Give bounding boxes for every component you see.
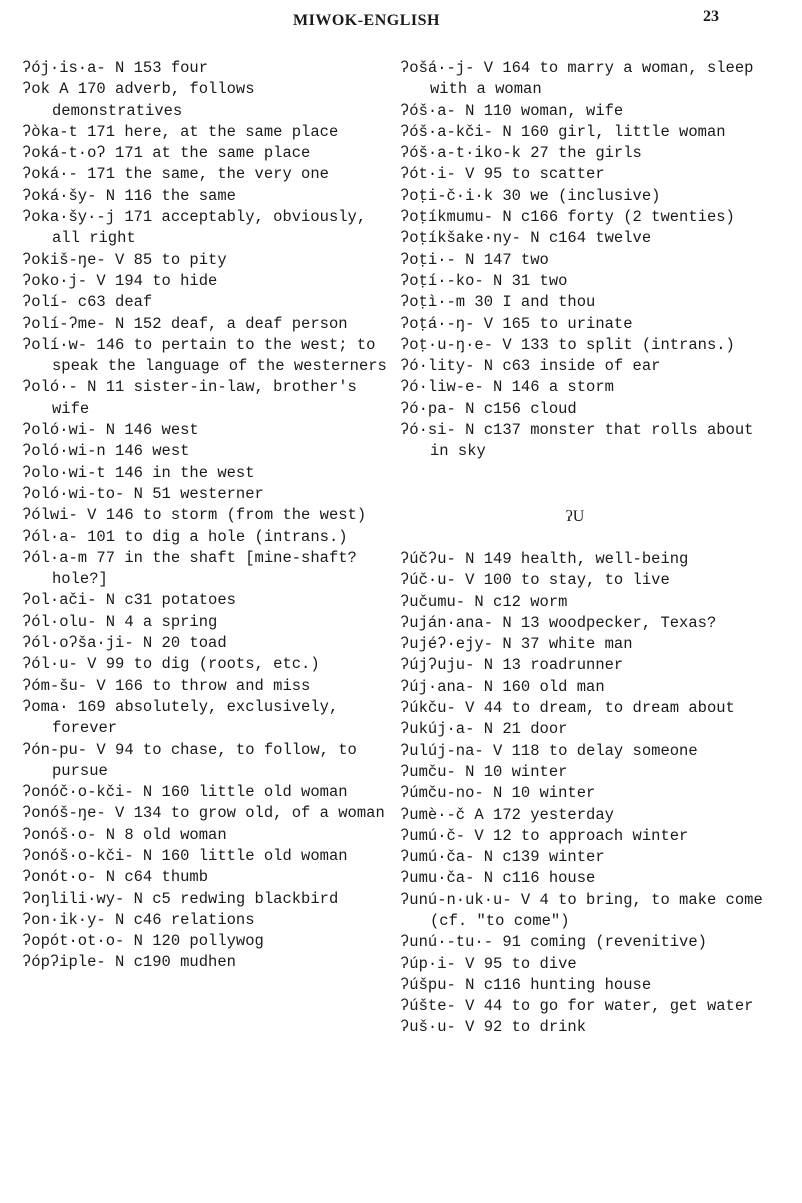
dictionary-entry: ʔoka·šy·-j 171 acceptably, obviously, all right xyxy=(22,208,367,248)
dictionary-entry: ʔujéʔ·ejy- N 37 white man xyxy=(400,635,633,654)
dictionary-entry: ʔoṭì·-m 30 I and thou xyxy=(400,293,596,312)
dictionary-entry: ʔúšpu- N c116 hunting house xyxy=(400,975,652,994)
dictionary-entry: ʔonóč·o-kči- N 160 little old woman xyxy=(22,783,348,802)
dictionary-entry: ʔopót·ot·o- N 120 pollywog xyxy=(22,932,264,951)
dictionary-entry: ʔúmču-no- N 10 winter xyxy=(400,784,596,803)
dictionary-entry: ʔúp·i- V 95 to dive xyxy=(400,954,577,973)
dictionary-entry: ʔoṭíkšake·ny- N c164 twelve xyxy=(400,229,652,248)
dictionary-entry: ʔúkču- V 44 to dream, to dream about xyxy=(400,699,735,718)
running-head: MIWOK-ENGLISH xyxy=(293,12,440,29)
dictionary-entry: ʔó·liw-e- N 146 a storm xyxy=(400,378,614,397)
dictionary-entry: ʔoló·wi-n 146 west xyxy=(22,442,190,461)
dictionary-entry: ʔoká·- 171 the same, the very one xyxy=(22,165,329,184)
dictionary-entry: ʔoṭá·-ŋ- V 165 to urinate xyxy=(400,314,633,333)
dictionary-entry: ʔót·i- V 95 to scatter xyxy=(400,165,605,184)
dictionary-entry: ʔunú-n·uk·u- V 4 to bring, to make come (cf. "to come") xyxy=(400,890,763,930)
dictionary-entry: ʔoma· 169 absolutely, exclusively, forever xyxy=(22,697,339,738)
page-number: 23 xyxy=(703,8,719,25)
dictionary-entry: ʔumè·-č A 172 yesterday xyxy=(400,805,614,824)
dictionary-entry: ʔokiš-ŋe- V 85 to pity xyxy=(22,250,227,269)
dictionary-entry: ʔól·oʔša·ji- N 20 toad xyxy=(22,634,227,653)
dictionary-entry: ʔól·a- 101 to dig a hole (intrans.) xyxy=(22,527,348,546)
dictionary-entry: ʔoló·wi- N 146 west xyxy=(22,421,199,440)
dictionary-entry: ʔumú·č- V 12 to approach winter xyxy=(400,826,689,845)
dictionary-entry: ʔúj·ana- N 160 old man xyxy=(400,677,605,696)
dictionary-entry: ʔuš·u- V 92 to drink xyxy=(400,1018,587,1037)
dictionary-entry: ʔoló·wi-to- N 51 westerner xyxy=(22,484,264,503)
dictionary-entry: ʔumú·ča- N c139 winter xyxy=(400,848,605,867)
dictionary-entry: ʔulúj-na- V 118 to delay someone xyxy=(400,741,698,760)
dictionary-entry: ʔól·u- V 99 to dig (roots, etc.) xyxy=(22,655,320,674)
dictionary-entry: ʔoká·šy- N 116 the same xyxy=(22,186,236,205)
dictionary-entry: ʔolo·wi-t 146 in the west xyxy=(22,463,255,482)
dictionary-entry: ʔúšte- V 44 to go for water, get water xyxy=(400,997,754,1016)
dictionary-entry: ʔumču- N 10 winter xyxy=(400,762,568,781)
dictionary-entry: ʔunú·-tu·- 91 coming (revenitive) xyxy=(400,933,707,952)
dictionary-entry: ʔoká-t·oʔ 171 at the same place xyxy=(22,144,311,163)
dictionary-entry: ʔolí- c63 deaf xyxy=(22,293,153,312)
dictionary-entry: ʔoṭ·u-ŋ·e- V 133 to split (intrans.) xyxy=(400,335,735,354)
dictionary-entry: ʔóš·a-kči- N 160 girl, little woman xyxy=(400,122,726,141)
dictionary-entry: ʔonóš·o-kči- N 160 little old woman xyxy=(22,846,348,865)
dictionary-entry: ʔonót·o- N c64 thumb xyxy=(22,868,209,887)
dictionary-entry: ʔoṭi·- N 147 two xyxy=(400,250,549,269)
dictionary-entry: ʔòka-t 171 here, at the same place xyxy=(22,122,339,141)
dictionary-entry: ʔóš·a- N 110 woman, wife xyxy=(400,101,624,120)
dictionary-entry: ʔój·is·a- N 153 four xyxy=(22,59,209,77)
dictionary-entry: ʔóm-šu- V 166 to throw and miss xyxy=(22,676,311,695)
u-entries xyxy=(400,549,770,1039)
right-column xyxy=(400,58,770,1039)
dictionary-entry: ʔoko·j- V 194 to hide xyxy=(22,271,218,290)
dictionary-entry: ʔó·pa- N c156 cloud xyxy=(400,399,577,418)
dictionary-entry: ʔonóš-ŋe- V 134 to grow old, of a woman xyxy=(22,804,385,823)
dictionary-entry: ʔó·si- N c137 monster that rolls about in sky xyxy=(400,421,754,461)
dictionary-entry: ʔólwi- V 146 to storm (from the west) xyxy=(22,506,367,525)
left-column xyxy=(22,58,392,974)
dictionary-entry: ʔumu·ča- N c116 house xyxy=(400,869,596,888)
dictionary-entry: ʔó·lity- N c63 inside of ear xyxy=(400,357,661,376)
dictionary-entry: ʔópʔiple- N c190 mudhen xyxy=(22,953,236,972)
dictionary-entry: ʔukúj·a- N 21 door xyxy=(400,720,568,739)
dictionary-entry: ʔoló·- N 11 sister-in-law, brother's wife xyxy=(22,378,357,418)
dictionary-entry: ʔučumu- N c12 worm xyxy=(400,592,568,611)
dictionary-entry: ʔoŋlili·wy- N c5 redwing blackbird xyxy=(22,889,339,908)
dictionary-entry: ʔošá·-j- V 164 to marry a woman, sleep with a woman xyxy=(400,59,754,99)
dictionary-entry: ʔolí·w- 146 to pertain to the west; to speak the language of the westerners xyxy=(22,335,387,376)
dictionary-entry: ʔonóš·o- N 8 old woman xyxy=(22,825,227,844)
dictionary-entry: ʔoṭí·-ko- N 31 two xyxy=(400,271,568,290)
dictionary-entry: ʔón-pu- V 94 to chase, to follow, to pursue xyxy=(22,740,357,780)
dictionary-entry: ʔól·olu- N 4 a spring xyxy=(22,612,218,631)
dictionary-entry: ʔúčʔu- N 149 health, well-being xyxy=(400,549,689,568)
dictionary-entry: ʔolí-ʔme- N 152 deaf, a deaf person xyxy=(22,314,348,333)
section-letter: ʔU xyxy=(565,507,585,525)
dictionary-entry: ʔúč·u- V 100 to stay, to live xyxy=(400,571,670,590)
dictionary-entry: ʔóš·a-t·iko-k 27 the girls xyxy=(400,144,642,163)
dictionary-entry: ʔújʔuju- N 13 roadrunner xyxy=(400,656,624,675)
dictionary-entry: ʔoṭi-č·i·k 30 we (inclusive) xyxy=(400,186,661,205)
dictionary-entry: ʔon·ik·y- N c46 relations xyxy=(22,910,255,929)
dictionary-entry: ʔol·ači- N c31 potatoes xyxy=(22,591,236,610)
o-entries xyxy=(400,58,770,463)
dictionary-entry: ʔok A 170 adverb, follows demonstratives xyxy=(22,80,255,120)
dictionary-entry: ʔoṭíkmumu- N c166 forty (2 twenties) xyxy=(400,208,735,227)
dictionary-entry: ʔuján·ana- N 13 woodpecker, Texas? xyxy=(400,613,717,632)
dictionary-entry: ʔól·a-m 77 in the shaft [mine-shaft? hole?] xyxy=(22,548,357,589)
